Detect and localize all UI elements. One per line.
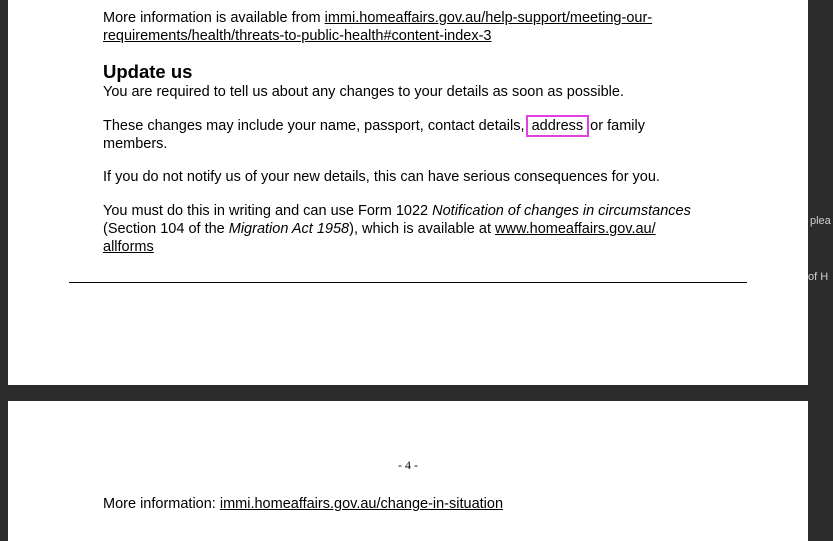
paragraph-changes-line-2: members. — [103, 136, 168, 152]
paragraph-update-requirement: You are required to tell us about any changes to your details as soon as possible. — [103, 84, 624, 100]
health-threats-link-continued[interactable]: requirements/health/threats-to-public-health#content-index-3 — [103, 28, 492, 44]
form-text: You must do this in writing and can use Form 1022 — [103, 203, 433, 219]
highlighted-word: address — [529, 118, 587, 134]
background-text-fragment: of H — [808, 271, 829, 283]
footer-text: More information: — [103, 496, 220, 512]
changes-text: These changes may include your name, passport, contact details, — [103, 118, 529, 134]
document-page — [8, 0, 808, 385]
changes-text-end: or family — [586, 118, 645, 134]
section-heading: Update us — [103, 61, 193, 82]
paragraph-consequences: If you do not notify us of your new details, this can have serious consequences for you. — [103, 169, 660, 185]
paragraph-changes-line-1 — [103, 117, 645, 135]
footer-more-info — [103, 495, 503, 513]
form-text-2a: (Section 104 of the — [103, 221, 229, 237]
change-in-situation-link[interactable]: immi.homeaffairs.gov.au/change-in-situation — [219, 496, 504, 512]
more-info-line — [103, 9, 652, 27]
paragraph-form-line-3 — [103, 238, 154, 256]
act-title: Migration Act 1958 — [228, 221, 350, 237]
form-text-2b: ), which is available at — [349, 221, 495, 237]
more-info-text: More information is available from — [103, 10, 325, 26]
allforms-link-continued[interactable]: allforms — [103, 239, 154, 255]
form-title: Notification of changes in circumstances — [432, 203, 691, 219]
horizontal-rule — [69, 282, 747, 283]
health-threats-link[interactable]: immi.homeaffairs.gov.au/help-support/meeting-our- — [324, 10, 653, 26]
page-number: - 4 - — [398, 458, 418, 472]
document-page-next — [8, 401, 808, 541]
paragraph-form-line-2 — [103, 220, 656, 238]
allforms-link[interactable]: www.homeaffairs.gov.au/ — [495, 221, 656, 237]
more-info-line-2 — [103, 27, 492, 45]
paragraph-form-line-1 — [103, 202, 691, 220]
background-text-fragment: plea — [810, 215, 831, 227]
